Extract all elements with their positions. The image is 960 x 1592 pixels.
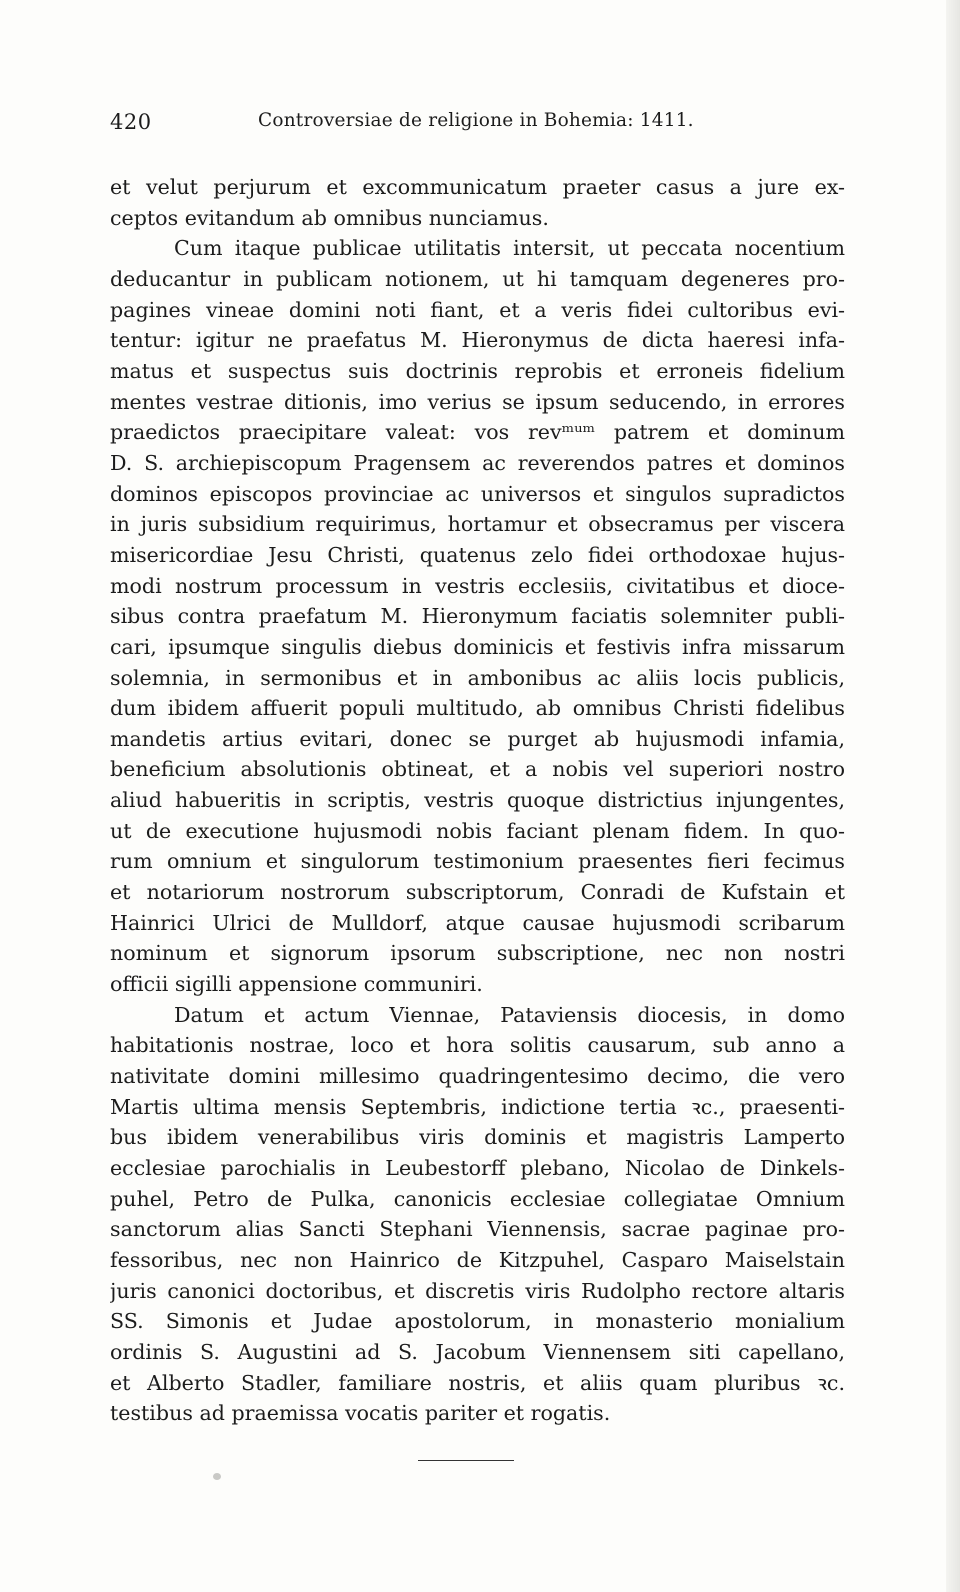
- text-line: et notariorum nostrorum subscriptorum, Conradi de Kufstain et: [110, 880, 845, 905]
- text-line: sanctorum alias Sancti Stephani Viennensis, sacrae paginae pro-: [110, 1217, 845, 1242]
- text-line: SS. Simonis et Judae apostolorum, in monasterio monialium: [110, 1309, 845, 1334]
- text-line: deducantur in publicam notionem, ut hi tamquam degeneres pro-: [110, 266, 845, 291]
- text-line: Hainrici Ulrici de Mulldorf, atque causae hujusmodi scribarum: [110, 910, 845, 935]
- text-line: solemnia, in sermonibus et in ambonibus ac aliis locis publicis,: [110, 665, 845, 690]
- text-line: beneficium absolutionis obtineat, et a nobis vel superiori nostro: [110, 757, 845, 782]
- text-line: Cum itaque publicae utilitatis intersit, ut peccata nocentium: [174, 236, 845, 261]
- text-line: habitationis nostrae, loco et hora solitis causarum, sub anno a: [110, 1033, 845, 1058]
- ink-stain: [213, 1473, 221, 1480]
- running-title: Controversiae de religione in Bohemia: 1411.: [258, 110, 694, 131]
- text-line: nominum et signorum ipsorum subscriptione, nec non nostri: [110, 941, 845, 966]
- text-line: ceptos evitandum ab omnibus nunciamus.: [110, 205, 549, 230]
- text-line: juris canonici doctoribus, et discretis viris Rudolpho rectore altaris: [110, 1278, 845, 1303]
- text-line: D. S. archiepiscopum Pragensem ac reverendos patres et dominos: [110, 450, 845, 475]
- text-line: rum omnium et singulorum testimonium praesentes fieri fecimus: [110, 849, 845, 874]
- text-line: ut de executione hujusmodi nobis faciant plenam fidem. In quo-: [110, 818, 845, 843]
- text-line: et velut perjurum et excommunicatum praeter casus a jure ex-: [110, 175, 845, 199]
- page-header: [110, 110, 850, 140]
- text-line: officii sigilli appensione communiri.: [110, 972, 483, 997]
- text-line: Martis ultima mensis Septembris, indictione tertia ꝛc., praesenti-: [110, 1094, 845, 1119]
- text-line: nativitate domini millesimo quadringentesimo decimo, die vero: [110, 1064, 845, 1089]
- page-number: 420: [110, 110, 152, 134]
- text-line: aliud habueritis in scriptis, vestris quoque districtius injungentes,: [110, 788, 845, 813]
- page-edge-shadow: [946, 0, 960, 1592]
- text-line: in juris subsidium requirimus, hortamur et obsecramus per viscera: [110, 512, 845, 537]
- text-line: ecclesiae parochialis in Leubestorff plebano, Nicolao de Dinkels-: [110, 1156, 845, 1180]
- text-line: cari, ipsumque singulis diebus dominicis et festivis infra missarum: [110, 634, 845, 659]
- text-line: mandetis artius evitari, donec se purget ab hujusmodi infamia,: [110, 726, 845, 751]
- text-line: dominos episcopos provinciae ac universos et singulos supradictos: [110, 481, 845, 506]
- text-line: mentes vestrae ditionis, imo verius se ipsum seducendo, in errores: [110, 389, 845, 414]
- text-line: puhel, Petro de Pulka, canonicis ecclesiae collegiatae Omnium: [110, 1186, 845, 1211]
- text-line: Datum et actum Viennae, Pataviensis diocesis, in domo: [174, 1002, 845, 1027]
- text-line: ordinis S. Augustini ad S. Jacobum Viennensem siti capellano,: [110, 1339, 845, 1364]
- text-line: et Alberto Stadler, familiare nostris, et aliis quam pluribus ꝛc.: [110, 1370, 845, 1395]
- body-text: [110, 172, 845, 1429]
- text-line: modi nostrum processum in vestris ecclesiis, civitatibus et dioce-: [110, 573, 845, 598]
- text-line: praedictos praecipitare valeat: vos revᵐᵘᵐ patrem et dominum: [110, 420, 845, 445]
- text-line: pagines vineae domini noti fiant, et a veris fidei cultoribus evi-: [110, 297, 845, 322]
- text-line: fessoribus, nec non Hainrico de Kitzpuhel, Casparo Maiselstain: [110, 1247, 845, 1272]
- footer-rule: [418, 1460, 514, 1461]
- text-line: sibus contra praefatum M. Hieronymum faciatis solemniter publi-: [110, 604, 845, 629]
- text-line: dum ibidem affuerit populi multitudo, ab omnibus Christi fidelibus: [110, 696, 845, 721]
- text-line: bus ibidem venerabilibus viris dominis et magistris Lamperto: [110, 1125, 845, 1150]
- text-line: misericordiae Jesu Christi, quatenus zelo fidei orthodoxae hujus-: [110, 542, 845, 567]
- text-line: testibus ad praemissa vocatis pariter et rogatis.: [110, 1401, 611, 1426]
- text-line: tentur: igitur ne praefatus M. Hieronymus de dicta haeresi infa-: [110, 328, 845, 353]
- text-line: matus et suspectus suis doctrinis reprobis et erroneis fidelium: [110, 358, 845, 383]
